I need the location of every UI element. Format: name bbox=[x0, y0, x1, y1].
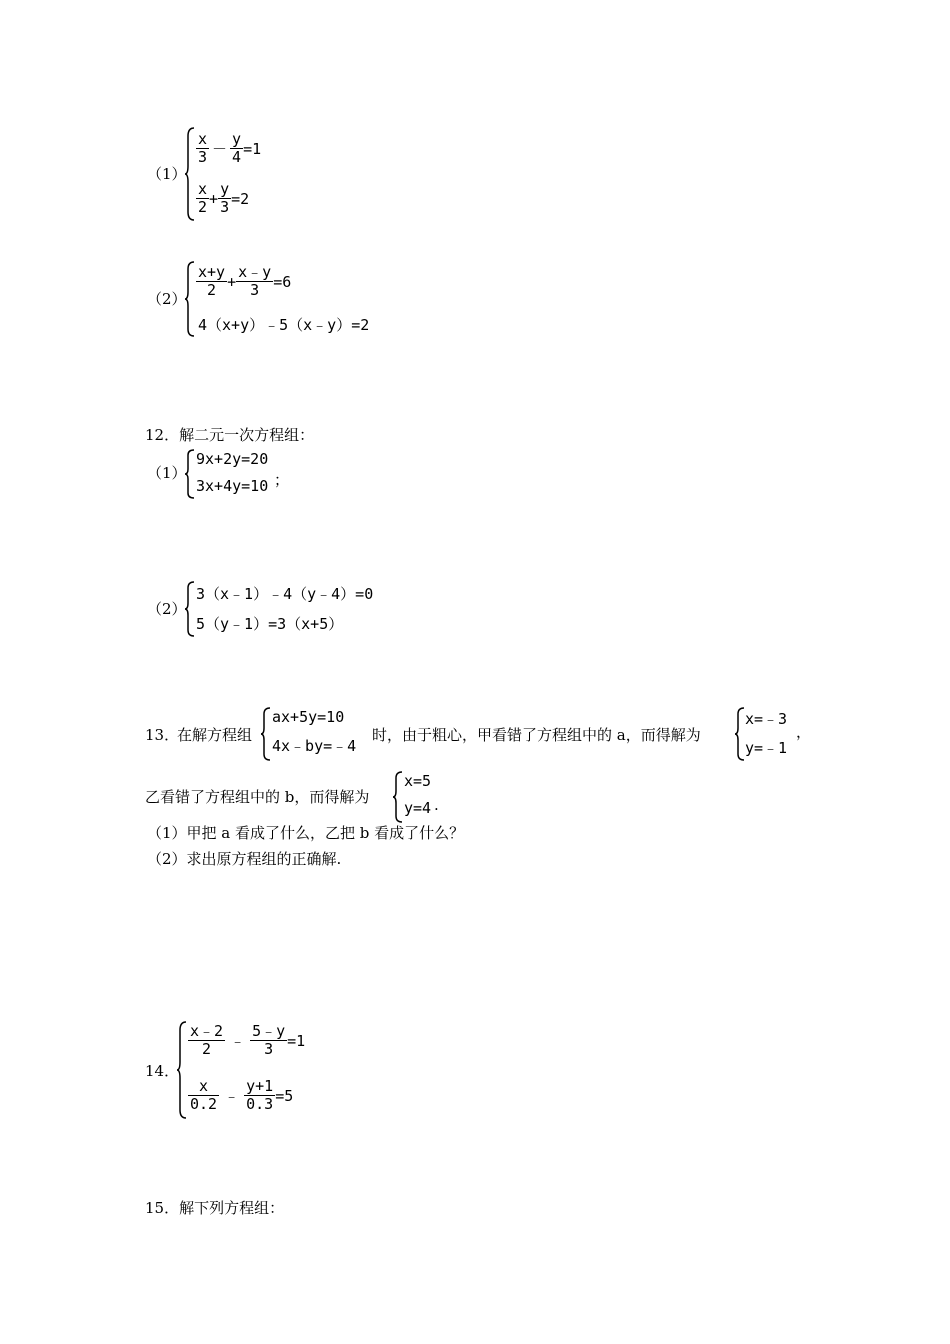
left-brace-icon bbox=[176, 1020, 188, 1120]
question-15-title: 15．解下列方程组： bbox=[145, 1199, 285, 1217]
sub-label-2: （2） bbox=[147, 290, 187, 308]
solution-row: y=4 bbox=[404, 799, 432, 817]
sub-label-1: （1） bbox=[147, 165, 187, 183]
sub-label-1: （1） bbox=[147, 464, 187, 482]
left-brace-icon bbox=[184, 448, 196, 500]
question-13-text: 时，由于粗心，甲看错了方程组中的 a，而得解为 bbox=[372, 726, 701, 744]
left-brace-icon bbox=[184, 580, 196, 638]
left-brace-icon bbox=[260, 706, 272, 762]
equation-row: $\frac{x}{2}$ + $\frac{y}{3}$ =2 bbox=[198, 180, 250, 216]
left-brace-icon bbox=[184, 260, 196, 338]
question-13-text: 乙看错了方程组中的 b，而得解为 bbox=[145, 788, 370, 806]
equation-row: 3（x﹣1）﹣4（y﹣4）=0 bbox=[196, 585, 374, 603]
comma: ， bbox=[796, 723, 812, 741]
semicolon: ； bbox=[274, 471, 290, 489]
question-13-number: 13． bbox=[145, 726, 180, 744]
left-brace-icon bbox=[392, 770, 404, 824]
question-12-title: 12．解二元一次方程组： bbox=[145, 426, 315, 444]
sub-label-2: （2） bbox=[147, 600, 187, 618]
period: . bbox=[434, 796, 439, 814]
equation-row: $\frac{x}{3}$ － $\frac{y}{4}$ =1 bbox=[198, 130, 262, 166]
question-13-sub-2: （2）求出原方程组的正确解. bbox=[147, 850, 342, 868]
equation-row: 4x﹣by=﹣4 bbox=[272, 737, 357, 755]
solution-row: x=5 bbox=[404, 772, 432, 790]
equation-row: ax+5y=10 bbox=[272, 708, 345, 726]
equation-row: 4（x+y）﹣5（x﹣y）=2 bbox=[198, 316, 370, 334]
left-brace-icon bbox=[184, 126, 196, 222]
equation-row: $\frac{x+y}{2}$ + $\frac{x﹣y}{3}$ =6 bbox=[198, 263, 292, 299]
equation-row: $\frac{x}{0.2}$ ﹣ $\frac{y+1}{0.3}$ =5 bbox=[190, 1077, 294, 1113]
equation-row: 3x+4y=10 bbox=[196, 477, 269, 495]
question-13-sub-1: （1）甲把 a 看成了什么，乙把 b 看成了什么？ bbox=[147, 824, 465, 842]
equation-row: 5（y﹣1）=3（x+5） bbox=[196, 615, 344, 633]
equation-row: 9x+2y=20 bbox=[196, 450, 269, 468]
equation-row: $\frac{x﹣2}{2}$ ﹣ $\frac{5﹣y}{3}$ =1 bbox=[190, 1022, 306, 1058]
solution-row: y=﹣1 bbox=[745, 739, 788, 757]
question-13-text: 在解方程组 bbox=[177, 726, 253, 744]
solution-row: x=﹣3 bbox=[745, 710, 788, 728]
question-14-number: 14． bbox=[145, 1062, 180, 1080]
